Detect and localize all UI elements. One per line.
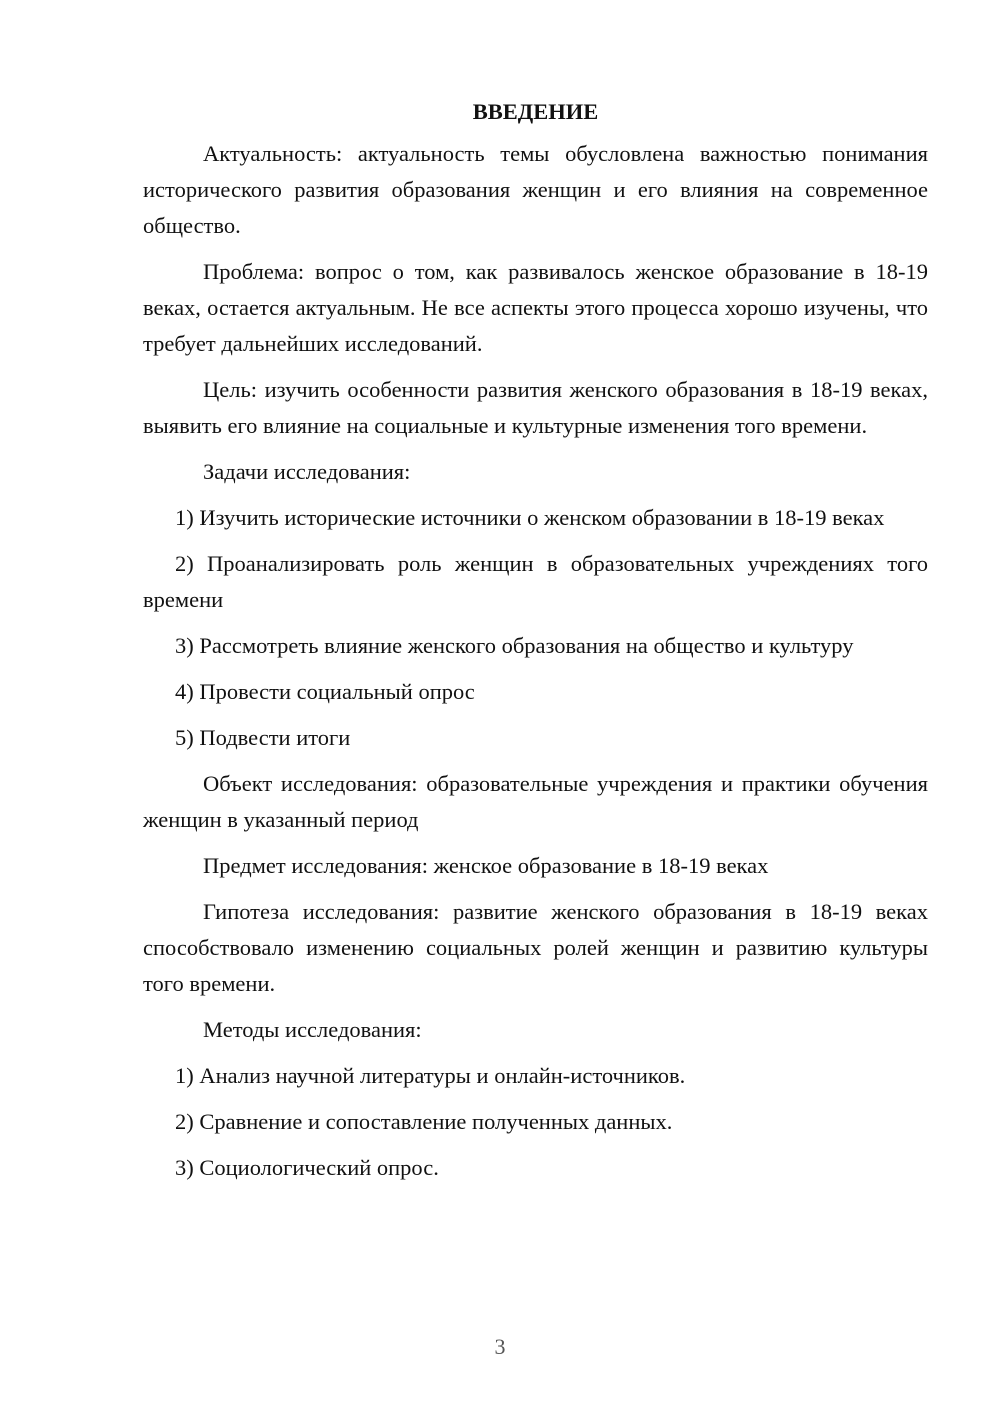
relevance-paragraph: Актуальность: актуальность темы обусловлена важностью понимания исторического развития образования женщин и его влияния на современное общество. bbox=[143, 141, 928, 238]
task-item: 1) Изучить исторические источники о женском образовании в 18-19 веках bbox=[175, 505, 885, 530]
page-number: 3 bbox=[494, 1334, 506, 1359]
section-title: ВВЕДЕНИЕ bbox=[472, 99, 599, 124]
task-item: 3) Рассмотреть влияние женского образования на общество и культуру bbox=[175, 633, 854, 658]
task-item: 2) Проанализировать роль женщин в образовательных учреждениях того времени bbox=[143, 551, 928, 612]
method-item: 3) Социологический опрос. bbox=[175, 1155, 439, 1180]
object-paragraph: Объект исследования: образовательные учреждения и практики обучения женщин в указанный период bbox=[143, 771, 928, 832]
task-item: 4) Провести социальный опрос bbox=[175, 679, 475, 704]
task-item: 5) Подвести итоги bbox=[175, 725, 351, 750]
hypothesis-paragraph: Гипотеза исследования: развитие женского образования в 18-19 веках способствовало изменению социальных ролей женщин и развитию культуры того времени. bbox=[143, 899, 928, 996]
goal-paragraph: Цель: изучить особенности развития женского образования в 18-19 веках, выявить его влияние на социальные и культурные изменения того времени. bbox=[143, 377, 928, 438]
subject-paragraph: Предмет исследования: женское образование в 18-19 веках bbox=[203, 853, 769, 878]
problem-paragraph: Проблема: вопрос о том, как развивалось женское образование в 18-19 веках, остается актуальным. Не все аспекты этого процесса хорошо изучены, что требует дальнейших исследований. bbox=[143, 259, 928, 356]
methods-heading: Методы исследования: bbox=[203, 1017, 422, 1042]
tasks-heading: Задачи исследования: bbox=[203, 459, 411, 484]
method-item: 2) Сравнение и сопоставление полученных данных. bbox=[175, 1109, 673, 1134]
document-page bbox=[143, 96, 928, 1196]
method-item: 1) Анализ научной литературы и онлайн-источников. bbox=[175, 1063, 686, 1088]
